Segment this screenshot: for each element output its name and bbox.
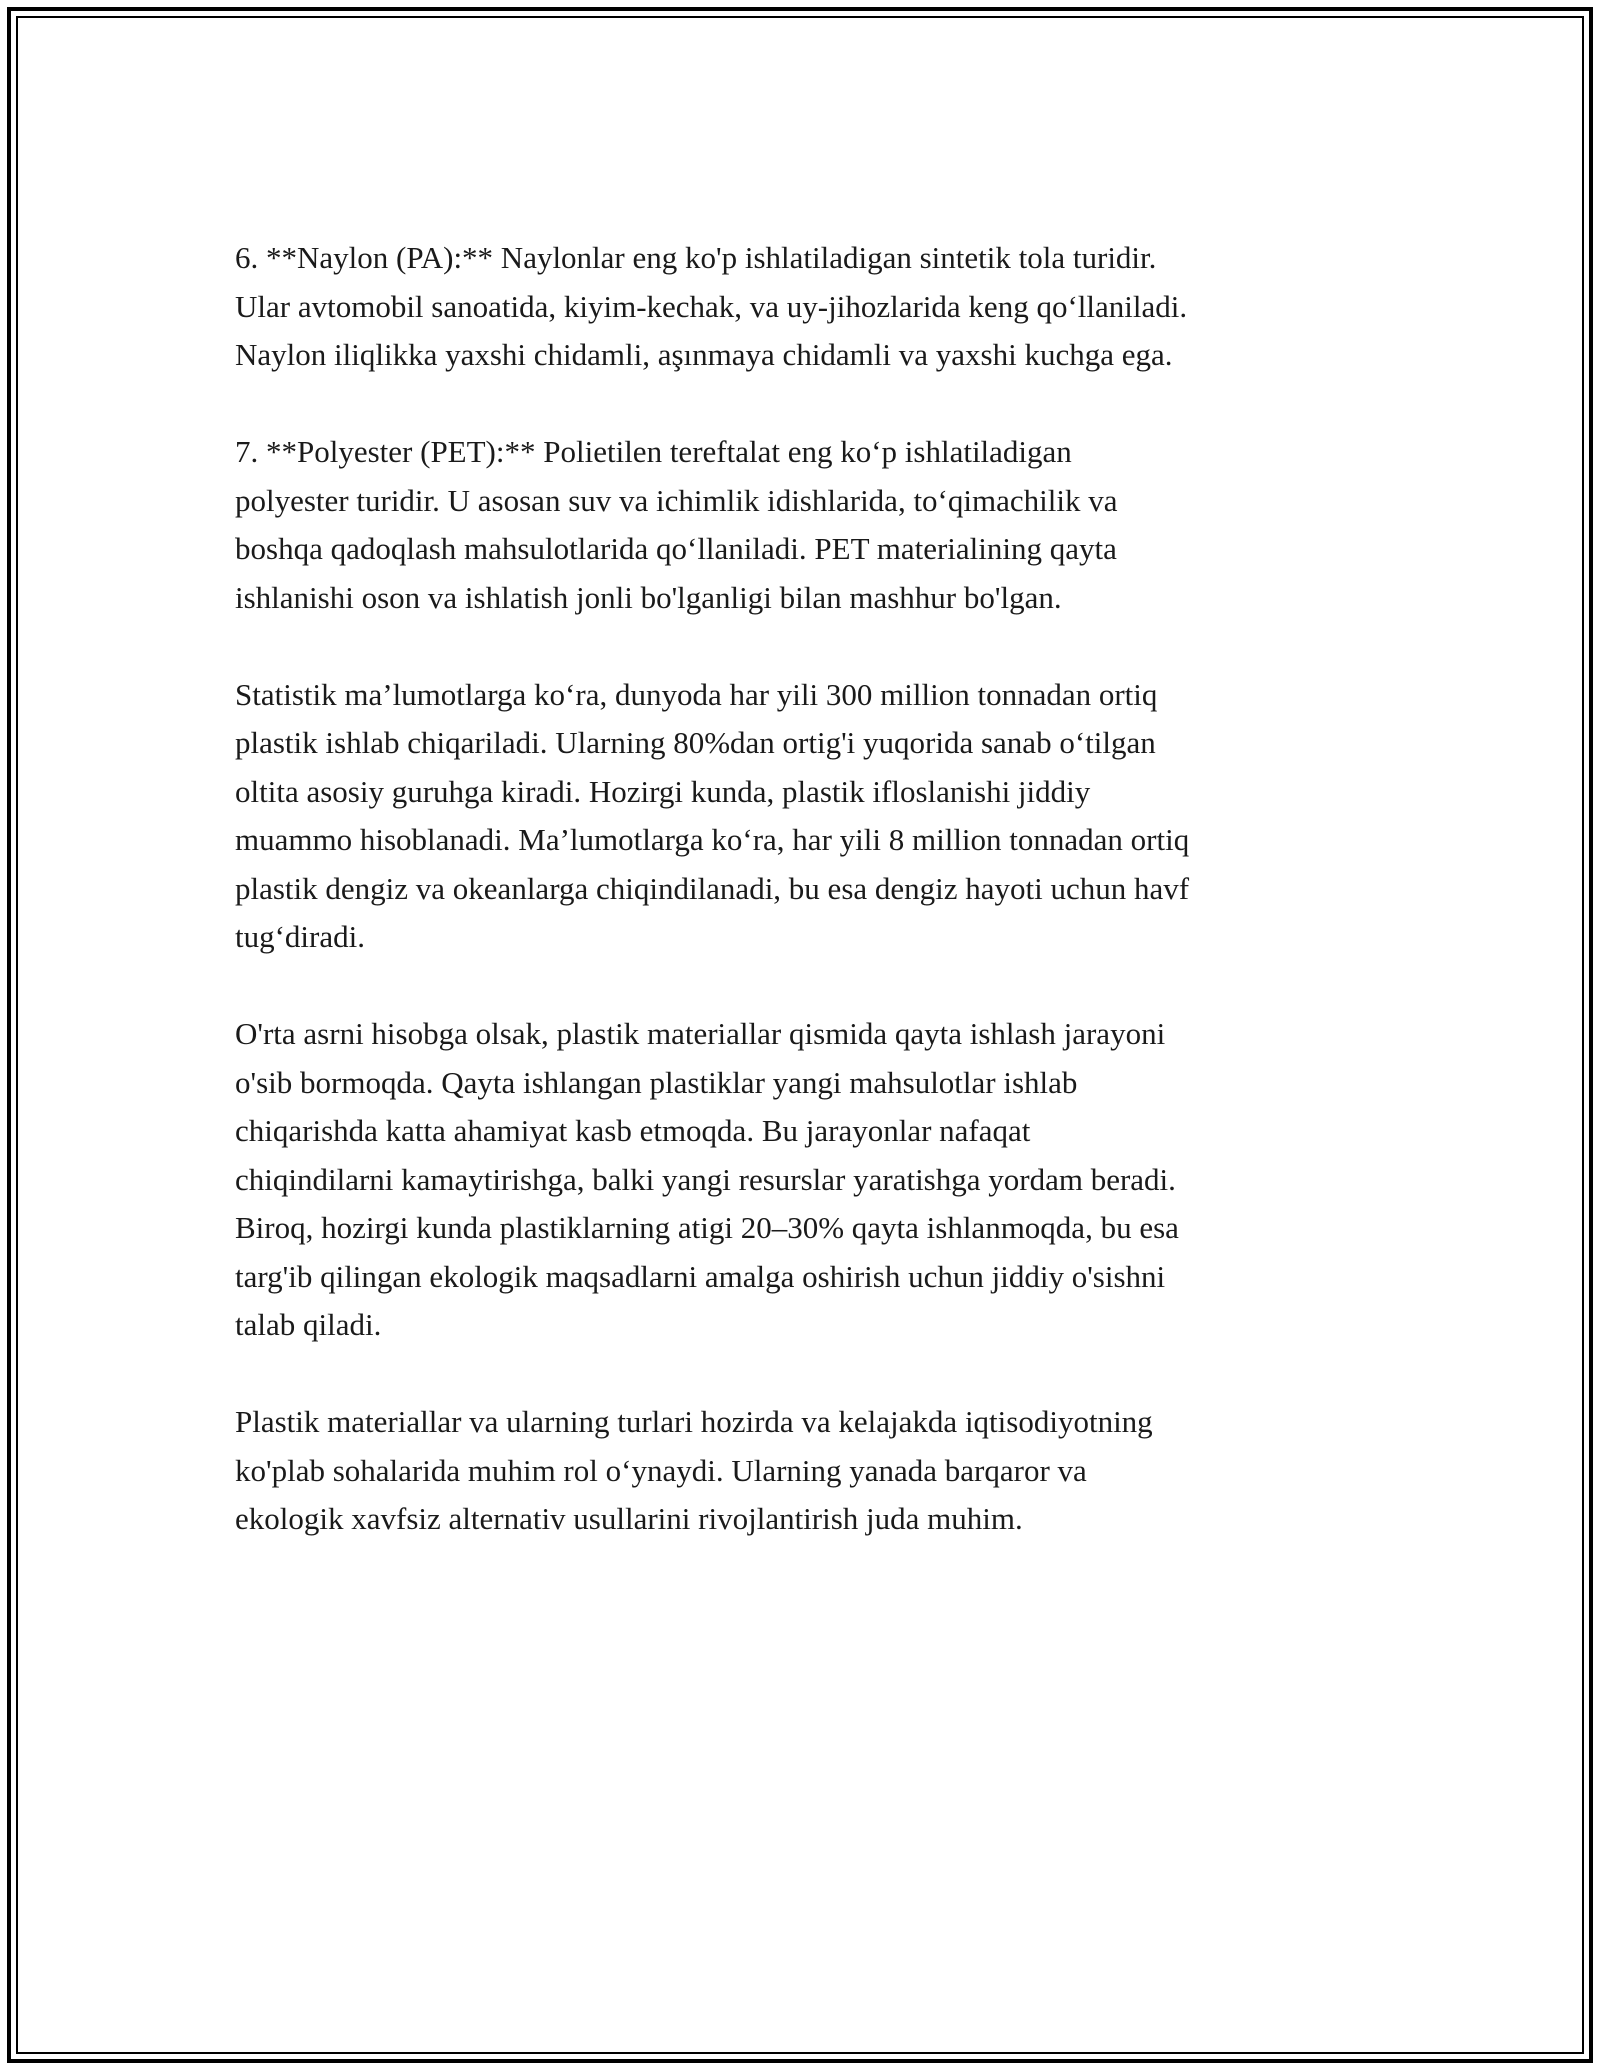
text-line: talab qiladi.: [235, 1307, 382, 1342]
text-line: ko'plab sohalarida muhim rol o‘ynaydi. Ularning yanada barqaror va: [235, 1452, 1087, 1488]
text-line: chiqarishda katta ahamiyat kasb etmoqda. Bu jarayonlar nafaqat: [235, 1113, 1031, 1148]
paragraph-polyester: [235, 428, 1375, 622]
text-line: polyester turidir. U asosan suv va ichimlik idishlarida, to‘qimachilik va: [235, 482, 1118, 518]
text-line: plastik dengiz va okeanlarga chiqindilanadi, bu esa dengiz hayoti uchun havf: [235, 870, 1190, 906]
document-body: [235, 234, 1375, 1592]
text-line: boshqa qadoqlash mahsulotlarida qo‘llaniladi. PET materialining qayta: [235, 531, 1117, 566]
text-line: ekologik xavfsiz alternativ usullarini rivojlantirish juda muhim.: [235, 1501, 1023, 1536]
text-line: Statistik ma’lumotlarga ko‘ra, dunyoda har yili 300 million tonnadan ortiq: [235, 676, 1158, 712]
text-line: tug‘diradi.: [235, 919, 365, 954]
paragraph-recycling: [235, 1010, 1375, 1350]
text-line: ishlanishi oson va ishlatish jonli bo'lganligi bilan mashhur bo'lgan.: [235, 579, 1062, 615]
text-line: muammo hisoblanadi. Ma’lumotlarga ko‘ra, har yili 8 million tonnadan ortiq: [235, 822, 1190, 857]
text-line: 7. **Polyester (PET):** Polietilen tereftalat eng ko‘p ishlatiladigan: [235, 434, 1072, 469]
text-line: oltita asosiy guruhga kiradi. Hozirgi kunda, plastik ifloslanishi jiddiy: [235, 773, 1091, 809]
text-line: o'sib bormoqda. Qayta ishlangan plastiklar yangi mahsulotlar ishlab: [235, 1064, 1078, 1100]
text-line: Ular avtomobil sanoatida, kiyim-kechak, va uy-jihozlarida keng qo‘llaniladi.: [235, 288, 1188, 324]
text-line: O'rta asrni hisobga olsak, plastik materiallar qismida qayta ishlash jarayoni: [235, 1016, 1166, 1051]
text-line: Biroq, hozirgi kunda plastiklarning atigi 20–30% qayta ishlanmoqda, bu esa: [235, 1210, 1179, 1245]
paragraph-nylon: [235, 234, 1375, 380]
paragraph-statistics: [235, 671, 1375, 962]
text-line: targ'ib qilingan ekologik maqsadlarni amalga oshirish uchun jiddiy o'sishni: [235, 1258, 1166, 1294]
paragraph-conclusion: [235, 1398, 1375, 1544]
text-line: chiqindilarni kamaytirishga, balki yangi resurslar yaratishga yordam beradi.: [235, 1161, 1176, 1197]
text-line: 6. **Naylon (PA):** Naylonlar eng ko'p ishlatiladigan sintetik tola turidir.: [235, 240, 1157, 275]
text-line: Naylon iliqlikka yaxshi chidamli, aşınmaya chidamli va yaxshi kuchga ega.: [235, 337, 1173, 372]
text-line: plastik ishlab chiqariladi. Ularning 80%dan ortig'i yuqorida sanab o‘tilgan: [235, 725, 1156, 760]
text-line: Plastik materiallar va ularning turlari hozirda va kelajakda iqtisodiyotning: [235, 1404, 1153, 1439]
